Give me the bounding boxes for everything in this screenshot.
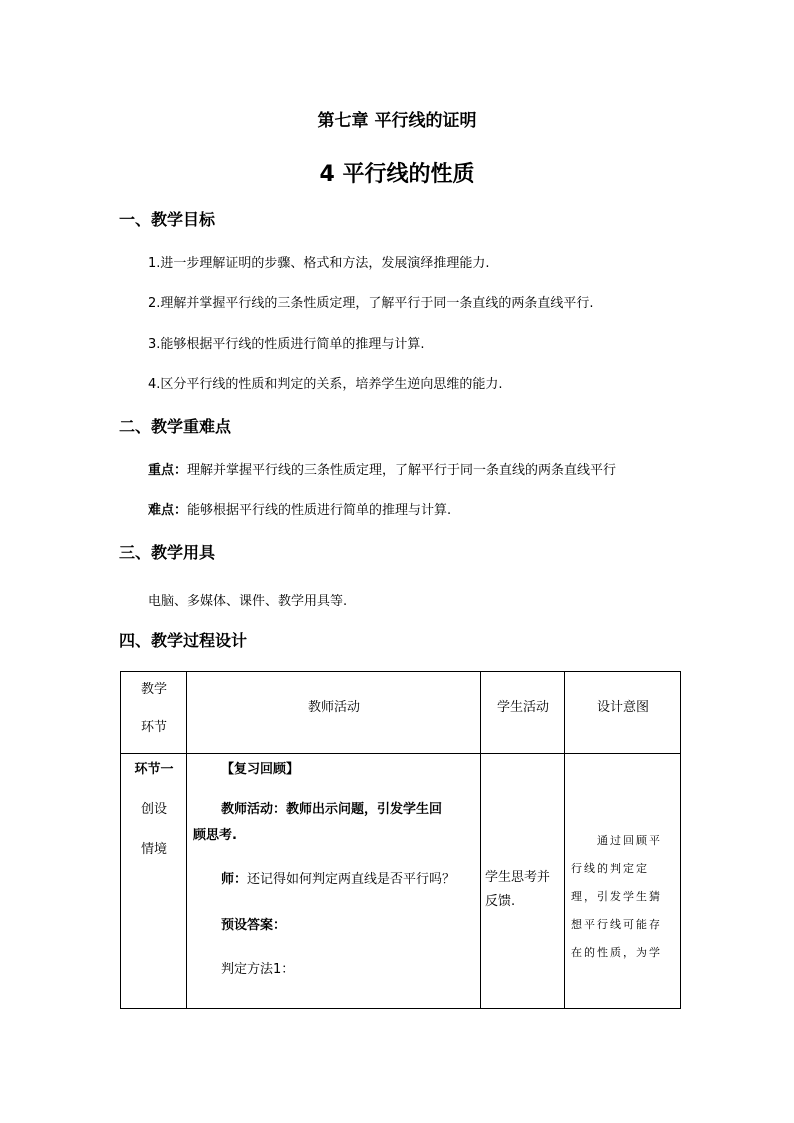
difficult-point-text: 能够根据平行线的性质进行简单的推理与计算. — [187, 503, 452, 518]
intent-line4: 想平行线可能存 — [571, 918, 662, 931]
key-point-text: 理解并掌握平行线的三条性质定理，了解平行于同一条直线的两条直线平行 — [187, 463, 617, 478]
objective-4: 4.区分平行线的性质和判定的关系，培养学生逆向思维的能力. — [148, 377, 503, 392]
teaching-process-table — [120, 671, 681, 1009]
design-intent-cell — [565, 754, 681, 1009]
preset-answer-label: 预设答案： — [221, 918, 287, 933]
key-point — [148, 459, 616, 478]
stage-line2: 创设 — [140, 802, 167, 817]
lesson-title: 4 平行线的性质 — [319, 162, 475, 187]
student-activity-line1: 学生思考并 — [485, 870, 551, 885]
stage-cell — [121, 754, 187, 1009]
objective-3: 3.能够根据平行线的性质进行简单的推理与计算. — [148, 337, 425, 352]
table-row — [121, 754, 681, 1009]
section-heading-process: 四、教学过程设计 — [119, 631, 248, 650]
key-point-label: 重点： — [148, 463, 188, 478]
section-heading-tools: 三、教学用具 — [119, 543, 216, 562]
review-heading: 【复习回顾】 — [221, 762, 300, 777]
header-stage-line1: 教学 — [140, 682, 167, 697]
student-activity-cell — [481, 754, 565, 1009]
objective-1: 1.进一步理解证明的步骤、格式和方法，发展演绎推理能力. — [148, 256, 490, 271]
header-stage-line2: 环节 — [140, 720, 167, 735]
intent-line5: 在的性质，为学 — [571, 946, 662, 959]
teacher-question — [221, 868, 455, 887]
table-header-row — [121, 672, 681, 754]
teacher-activity-cell — [187, 754, 481, 1009]
stage-line1: 环节一 — [134, 762, 174, 777]
intent-line2: 行线的判定定 — [571, 862, 649, 875]
difficult-point — [148, 499, 451, 518]
teacher-activity-line1: 教师活动：教师出示问题，引发学生回 — [221, 802, 443, 817]
header-intent-label: 设计意图 — [596, 700, 649, 715]
method-1-label: 判定方法1： — [221, 962, 295, 977]
section-heading-objectives: 一、教学目标 — [119, 210, 216, 229]
section-heading-key-points: 二、教学重难点 — [119, 417, 232, 436]
header-stage — [121, 672, 187, 754]
intent-line3: 理，引发学生猜 — [571, 890, 662, 903]
header-teacher-label: 教师活动 — [307, 700, 360, 715]
tools-text: 电脑、多媒体、课件、教学用具等. — [148, 594, 348, 609]
student-activity-line2: 反馈. — [485, 894, 516, 909]
teacher-question-label: 师： — [221, 872, 248, 887]
chapter-title: 第七章 平行线的证明 — [317, 111, 477, 131]
header-student-label: 学生活动 — [496, 700, 549, 715]
difficult-point-label: 难点： — [148, 503, 188, 518]
header-teacher — [187, 672, 481, 754]
header-student — [481, 672, 565, 754]
stage-line3: 情境 — [140, 842, 167, 857]
intent-line1: 通过回顾平 — [597, 834, 662, 847]
objective-2: 2.理解并掌握平行线的三条性质定理，了解平行于同一条直线的两条直线平行. — [148, 296, 594, 311]
teacher-activity-line2: 顾思考. — [193, 828, 237, 843]
teacher-question-text: 还记得如何判定两直线是否平行吗？ — [247, 872, 456, 887]
header-intent — [565, 672, 681, 754]
